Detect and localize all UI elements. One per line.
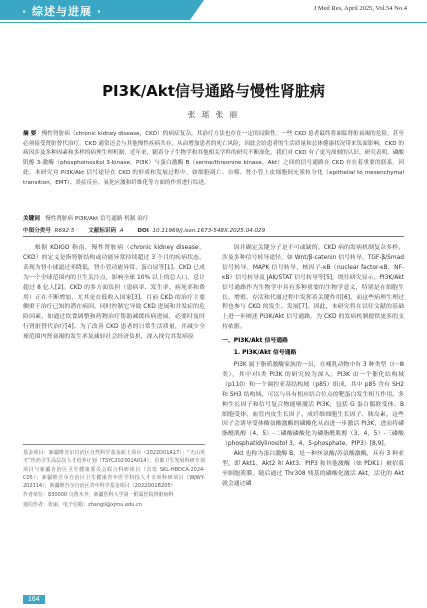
body-paragraph: PI3K 属于脂质激酶家族的一员，在哺乳动物中有 3 种类型（Ⅰ～Ⅲ类），其中对Ⅰ类 PI3K 的研究较为深入。PI3K 由一个催化结构域（p110）和一个调控亚基结构域（p85）组成，其中 p85 含有 SH2 和 SH3 结构域，可以与具有相应结合位点的靶蛋白发生相互作用。多种生长因子和信号复合物能够激活 PI3K，包括 G 蛋白偶联受体、B 细胞受体、血管内皮生长因子、成纤维细胞生长因子、胰岛素。这些因子会诱导受体酪氨酸激酶的磷酸化从而进一步激活 PI3K，进而将磷脂酰肌醇（4，5）-二磷酸磷酸化为磷脂酰肌醇（3，4，5）-三磷酸（phosphatidylinositol 3，4，5-phosphate，PIP3）[8,9]。: [222, 361, 404, 448]
clc-label: 中图分类号: [23, 228, 51, 234]
classification-row: [23, 226, 404, 234]
section-label: · 综述与进展 ·: [22, 5, 103, 18]
section-heading: 一、PI3K/Akt 信号通路: [222, 338, 289, 345]
article-authors: 张 瑶 张 丽: [187, 110, 240, 119]
clc-value: R692.5: [54, 228, 75, 234]
abstract-block: [23, 130, 404, 188]
abstract-label: 摘 要: [23, 131, 37, 137]
page-number: 164: [23, 595, 45, 604]
footnotes: [23, 444, 205, 510]
abstract-text: 慢性肾脏病（chronic kidney disease，CKD）的病症复杂，其治疗方法也存在一定的局限性。一些 CKD 患者最终将面临肾脏衰竭的危险，甚至必须接受肾脏替代治疗。CKD 通常还会与其他慢性疾病共存，从而增加患者的死亡风险，因此会给患者的生活质量和总体健康状况带来负面影响。CKD 的病因涉及多种因素和多样的病理生理机制，近年来，随着分子生物学和其他相关学科的研究不断深化，我们对 CKD 有了更为深刻的认识。研究表明，磷酸肌醇 3-激酶（phosphoinositol 3-kinase，PI3K）与蛋白激酶 B（serine/threonine kinase，Akt）之间的信号通路在 CKD 存在着重要的联系。因此，本研究对 PI3K/Akt 信号途径在 CKD 的形成和发展过程中，如细胞凋亡、自噬、肾小管上皮细胞间充质转分化（epithelial to mesenchymal transition，EMT）、炎症反应、氧化应激和纤维化等方面的作用进行综述。: [23, 131, 404, 186]
abstract-divider: [23, 236, 404, 237]
body-paragraph: 因并确定关键分子是不可或缺的。CKD 病的发病机制复杂多样，涉及多种信号转导途径，如 Wnt/β-catenin 信号转导、TGF-β/Smad 信号转导、MAPK 信号转导、核因子-κB（nuclear factor-κB，NF-κB）信号转导及 JAK/STAT 信号转导等[5]。既往研究显示，PI3K/Akt 信号通路作为生物学中具有多种重要的生物学意义，特别是在细胞生长、增殖、存活和代谢过程中发挥着关键作用[6]，而这些病理生理过程也参与 CKD 的发生、发展[7]。因此，本研究将在以往文献的基础上进一步阐述 PI3K/Akt 信号通路，为 CKD 的发病机制提供更多的支持依据。: [222, 245, 404, 331]
doi-value: 10.11969/j.issn.1673-548X.2025.04.029: [152, 228, 266, 234]
header-divider: [0, 22, 427, 23]
body-paragraph: 根据 KDIGO 指南，慢性肾脏病（chronic kidney disease，CKD）的定义是指肾脏结构或功能异常持续超过 3 个月的疾病状态，表现为肾小球滤过率降低、肾小管功能异常、蛋白尿等[1]。CKD 已成为一个全球范围内的卫生关注点，影响全球 10% 以上的总人口，总计超过 8 亿人[2]。CKD 的多方面负担（患病率、发生率、病死率和费用）正在不断增加，尤其是在低收入国家[3]。目前 CKD 的治疗主要侧重于治疗已知的潜在病因，同时控制它导致 CKD 进展和并发症的危险因素，如通过饮食调整和药物治疗帮助减缓疾病进展，必要时及时行肾脏替代治疗[4]。为了改善 CKD 患者的日常生活质量，并减少全球范围内肾衰竭的发生率及减轻社会经济负担，深入探究其发病原: [23, 245, 205, 341]
body-paragraph: Akt 也称为蛋白激酶 B，是一种丝氨酸/苏氨酸激酶，具有 3 种亚型，即 Akt1、Akt2 和 Akt3。PIP3 和其他激酶（如 PDK1）被招募至细胞质膜，随后通过 Thr308 残基的磷酸化激活 Akt，活化的 Akt 就会通过磷: [222, 451, 404, 487]
doc-code-value: A: [119, 228, 124, 234]
keywords-text: 慢性肾脏病 PI3K/Akt 信号通路 机制 治疗: [45, 216, 149, 222]
footnote-affiliation: 作者单位：830000 乌鲁木齐，新疆医科大学第一附属医院肾脏病科: [23, 492, 174, 499]
journal-citation: J Med Res, April 2025, Vol.54 No.4: [313, 5, 407, 12]
doc-code-label: 文献标识码: [88, 228, 117, 234]
keywords-label: 关键词: [23, 216, 40, 222]
keywords-row: [23, 214, 404, 222]
footnote-funding: 基金项目：新疆维吾尔自治区自然科学基金面上项目（2022D01A17）；“天山英才”医药卫生高层次人才培养计划（TSYC202301A014）；首都卫生发展科研专项项目与新疆自治区卫生健康委员会联合科研项目（首发 SKL-HBDCA-2024-C05）；新疆维吾尔自治区卫生健康青年医学科技人才专项科研项目（WJWY-202314）；新疆维吾尔自治区青年科学基金项目（2022D01B205）: [23, 450, 205, 490]
body-column-left: [23, 244, 205, 343]
body-column-right: [222, 244, 404, 490]
doi-label: DOI: [137, 228, 149, 234]
footnote-corresponding: 通信作者：张丽，电子信箱：zhangli@xjmu.edu.cn: [23, 501, 142, 508]
subsection-heading: 1. PI3K/Akt 信号通路: [233, 350, 297, 357]
article-title: PI3K/Akt信号通路与慢性肾脏病: [102, 82, 325, 100]
